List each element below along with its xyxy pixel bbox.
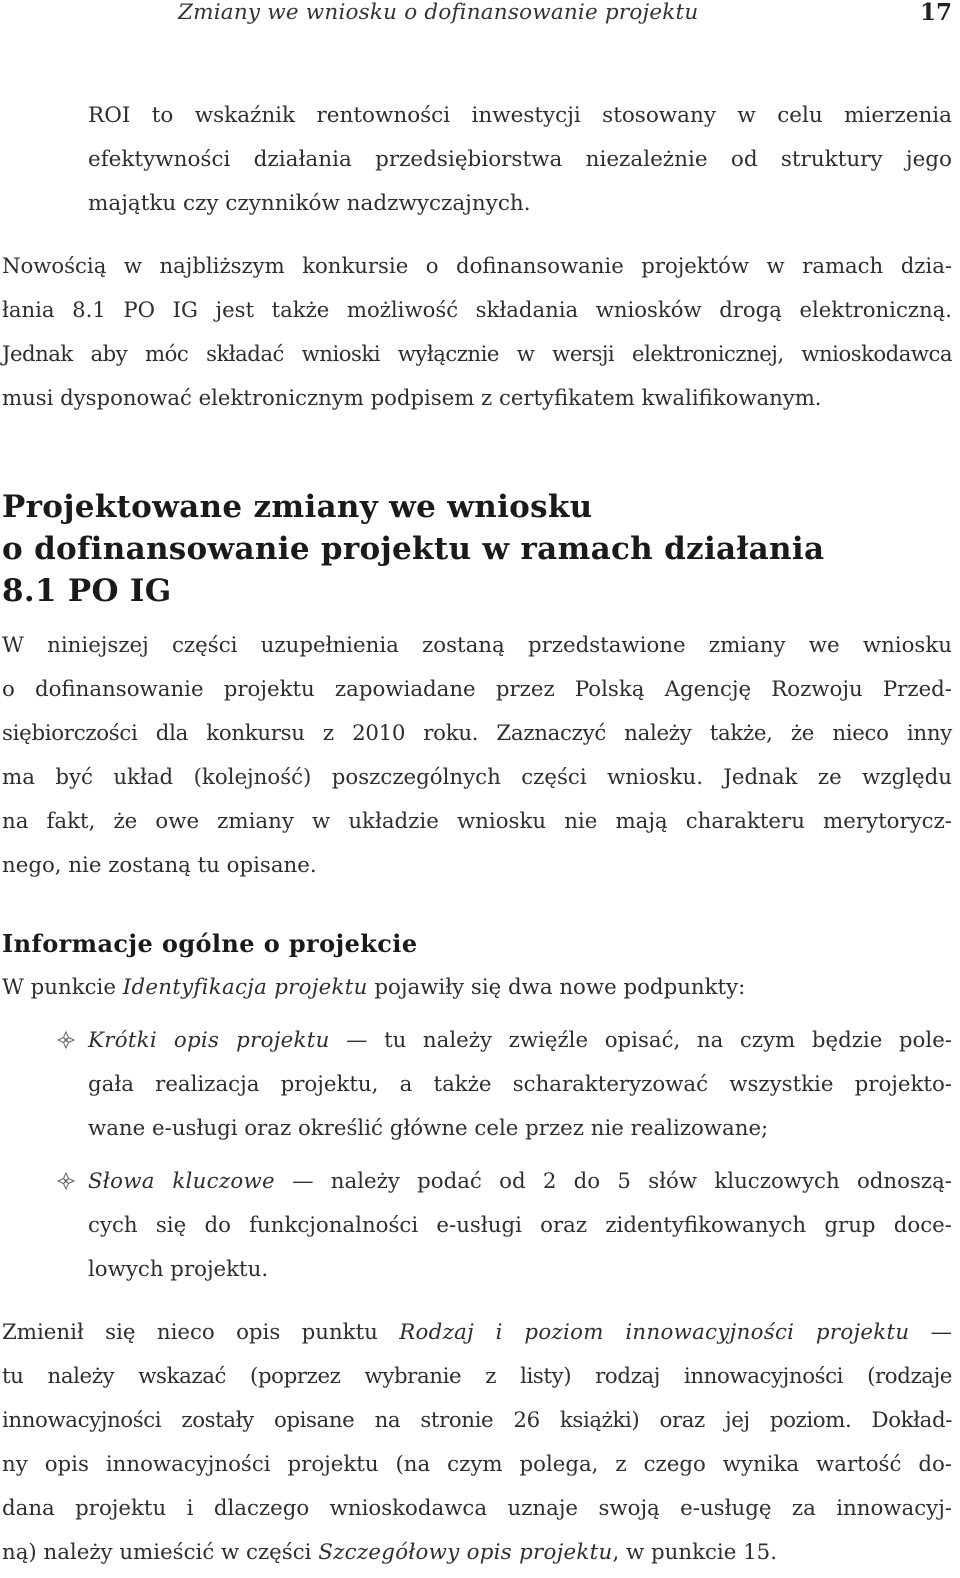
text-line: łania 8.1 PO IG jest także możliwość składania wniosków drogą elektroniczną. xyxy=(2,297,952,322)
heading-line: Projektowane zmiany we wniosku xyxy=(2,489,593,525)
emphasis-term: Krótki opis projektu xyxy=(88,1028,330,1053)
text-fragment: Zmienił się nieco opis punktu xyxy=(2,1320,400,1345)
emphasis-term: Szczegółowy opis projektu xyxy=(318,1540,613,1565)
text-line: gała realizacja projektu, a także scharakteryzować wszystkie projekto- xyxy=(88,1072,952,1097)
text-line: W niniejszej części uzupełnienia zostaną przedstawione zmiany we wniosku xyxy=(2,633,952,658)
text-line: efektywności działania przedsiębiorstwa niezależnie od struktury jego xyxy=(88,147,952,172)
text-line: ROI to wskaźnik rentowności inwestycji stosowany w celu mierzenia xyxy=(88,103,952,128)
text-line xyxy=(88,1019,952,1063)
text-line: dana projektu i dlaczego wnioskodawca uznaje swoją e-usługę za innowacyj- xyxy=(2,1496,952,1521)
text-line: Jednak aby móc składać wnioski wyłącznie w wersji elektronicznej, wnioskodawca xyxy=(2,341,952,366)
text-line: na fakt, że owe zmiany w układzie wniosku nie mają charakteru merytorycz- xyxy=(2,809,952,834)
subheading-general-info: Informacje ogólne o projekcie xyxy=(2,929,418,958)
text-line xyxy=(2,966,952,1010)
text-line: tu należy wskazać (poprzez wybranie z listy) rodzaj innowacyjności (rodzaje xyxy=(2,1364,952,1389)
running-title: Zmiany we wniosku o dofinansowanie projektu xyxy=(178,0,699,25)
text-line: ny opis innowacyjności projektu (na czym polega, z czego wynika wartość do- xyxy=(2,1452,952,1477)
text-line xyxy=(2,1311,952,1355)
text-line: cych się do funkcjonalności e-usługi oraz zidentyfikowanych grup doce- xyxy=(88,1213,952,1238)
text-line xyxy=(88,1160,952,1204)
text-fragment: W punkcie xyxy=(2,975,123,1000)
diamond-dots-icon xyxy=(56,1030,76,1050)
heading-line: o dofinansowanie projektu w ramach działania xyxy=(2,531,825,567)
roi-paragraph xyxy=(88,94,952,226)
text-line: wane e-usługi oraz określić główne cele przez nie realizowane; xyxy=(88,1116,769,1141)
text-line: innowacyjności zostały opisane na stronie 26 książki) oraz jej poziom. Dokład- xyxy=(2,1408,952,1433)
section-heading xyxy=(2,486,824,612)
text-fragment: ną) należy umieścić w części xyxy=(2,1540,319,1565)
emphasis-term: Słowa kluczowe xyxy=(88,1169,275,1194)
page-number: 17 xyxy=(919,0,952,26)
text-line: ma być układ (kolejność) poszczególnych części wniosku. Jednak ze względu xyxy=(2,765,952,790)
text-line: nego, nie zostaną tu opisane. xyxy=(2,853,317,878)
section-body-paragraph xyxy=(2,624,952,888)
text-fragment: — xyxy=(909,1320,952,1345)
running-header xyxy=(0,0,960,40)
text-line: musi dysponować elektronicznym podpisem z certyfikatem kwalifikowanym. xyxy=(2,385,822,410)
identification-intro xyxy=(2,966,952,1010)
text-line: siębiorczości dla konkursu z 2010 roku. Zaznaczyć należy także, że nieco inny xyxy=(2,721,952,746)
text-line: majątku czy czynników nadzwyczajnych. xyxy=(88,191,531,216)
emphasis-term: Rodzaj i poziom innowacyjności projektu xyxy=(399,1320,910,1345)
text-line: Nowością w najbliższym konkursie o dofinansowanie projektów w ramach dzia- xyxy=(2,253,952,278)
text-line: o dofinansowanie projektu zapowiadane przez Polską Agencję Rozwoju Przed- xyxy=(2,677,952,702)
text-fragment: — należy podać od 2 do 5 słów kluczowych odnoszą- xyxy=(274,1169,952,1194)
innovation-paragraph xyxy=(2,1311,952,1575)
diamond-dots-icon xyxy=(56,1171,76,1191)
heading-line: 8.1 PO IG xyxy=(2,573,172,609)
bullet-item xyxy=(88,1160,952,1292)
text-fragment: pojawiły się dwa nowe podpunkty: xyxy=(367,975,746,1000)
text-line: lowych projektu. xyxy=(88,1257,269,1282)
text-line xyxy=(2,1531,952,1575)
text-fragment: , w punkcie 15. xyxy=(612,1540,777,1565)
text-fragment: — tu należy zwięźle opisać, na czym będzie pole- xyxy=(329,1028,952,1053)
emphasis-term: Identyfikacja projektu xyxy=(122,975,368,1000)
electronic-submission-paragraph xyxy=(2,244,952,420)
bullet-item xyxy=(88,1019,952,1151)
